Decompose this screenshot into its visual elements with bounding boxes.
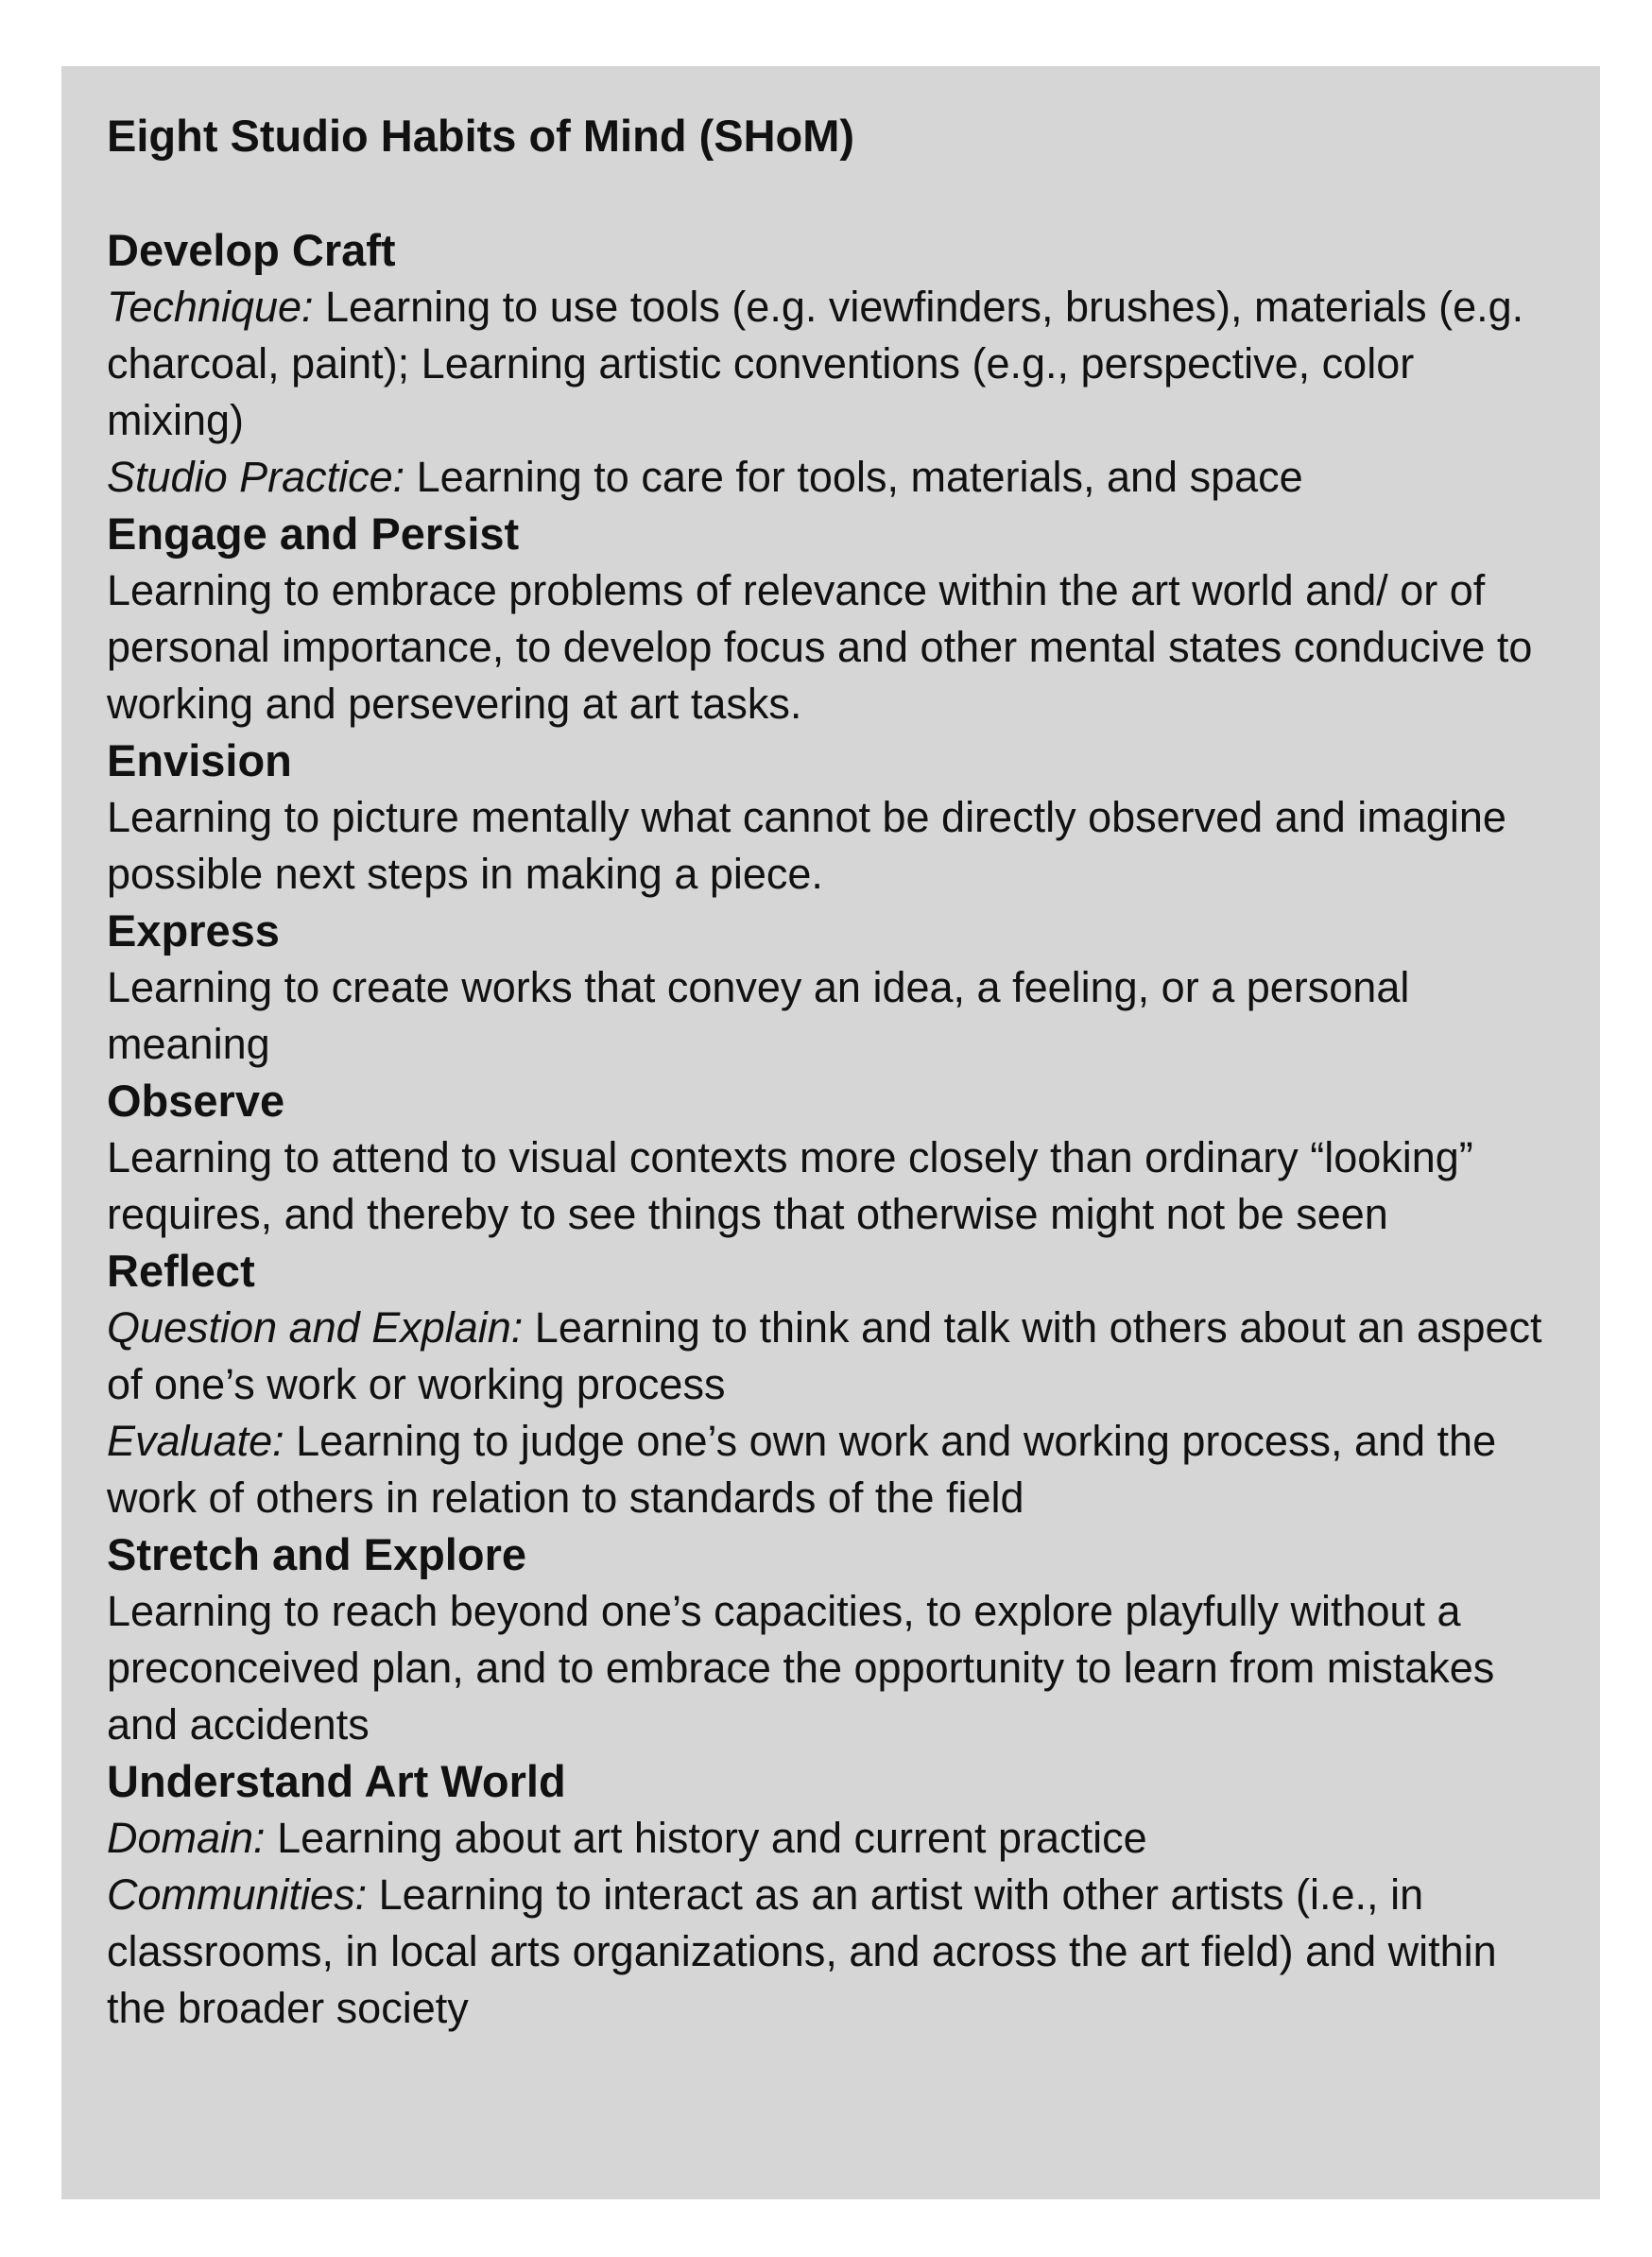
habit-description xyxy=(107,959,1555,1073)
habit-reflect xyxy=(107,1243,1555,1526)
habit-heading: Understand Art World xyxy=(107,1756,566,1806)
description-lead: Communities: xyxy=(107,1870,368,1919)
description-text: Learning to care for tools, materials, and space xyxy=(404,453,1303,501)
description-text: Learning to reach beyond one’s capacities, to explore playfully without a preconceived plan, and to embrace the opportunity to learn from mistakes and accidents xyxy=(107,1587,1495,1749)
habit-stretch-and-explore xyxy=(107,1526,1555,1753)
habit-description xyxy=(107,1129,1555,1243)
habit-heading: Observe xyxy=(107,1076,285,1126)
habit-description xyxy=(107,1810,1555,1867)
description-text: Learning to picture mentally what cannot be directly observed and imagine possible next steps in making a piece. xyxy=(107,793,1506,898)
description-text: Learning to attend to visual contexts more closely than ordinary “looking” requires, and thereby to see things that otherwise might not be seen xyxy=(107,1133,1473,1238)
habit-description xyxy=(107,562,1555,732)
habit-description xyxy=(107,1583,1555,1753)
habit-heading: Reflect xyxy=(107,1246,255,1296)
habit-express xyxy=(107,903,1555,1073)
habit-engage-and-persist xyxy=(107,506,1555,732)
description-lead: Technique: xyxy=(107,283,314,331)
document-title: Eight Studio Habits of Mind (SHoM) xyxy=(107,111,855,161)
habit-heading: Express xyxy=(107,905,280,956)
habit-develop-craft xyxy=(107,222,1555,506)
habit-heading: Develop Craft xyxy=(107,225,396,275)
description-text: Learning to think and talk with others about an aspect of one’s work or working process xyxy=(107,1303,1542,1408)
description-text: Learning about art history and current practice xyxy=(265,1814,1147,1862)
habit-heading: Stretch and Explore xyxy=(107,1529,526,1579)
description-lead: Domain: xyxy=(107,1814,266,1862)
description-text: Learning to interact as an artist with other artists (i.e., in classrooms, in local arts organizations, and across the art field) and within the broader society xyxy=(107,1870,1497,2032)
habit-heading: Envision xyxy=(107,735,292,785)
habit-observe xyxy=(107,1073,1555,1243)
description-text: Learning to use tools (e.g. viewfinders, brushes), materials (e.g. charcoal, paint); Learning artistic conventions (e.g., perspective, color mixing) xyxy=(107,283,1524,444)
habit-description xyxy=(107,789,1555,903)
habit-heading: Engage and Persist xyxy=(107,508,520,559)
habit-description xyxy=(107,449,1555,506)
habit-description xyxy=(107,1300,1555,1413)
habit-understand-art-world xyxy=(107,1753,1555,2037)
description-text: Learning to create works that convey an idea, a feeling, or a personal meaning xyxy=(107,963,1410,1068)
description-lead: Evaluate: xyxy=(107,1417,284,1465)
habit-description xyxy=(107,1413,1555,1526)
habit-description xyxy=(107,279,1555,449)
description-lead: Question and Explain: xyxy=(107,1303,524,1352)
title-spacer xyxy=(107,164,1555,222)
habit-description xyxy=(107,1867,1555,2037)
description-text: Learning to judge one’s own work and working process, and the work of others in relation to standards of the field xyxy=(107,1417,1497,1522)
habit-envision xyxy=(107,732,1555,903)
description-lead: Studio Practice: xyxy=(107,453,405,501)
description-text: Learning to embrace problems of relevance within the art world and/ or of personal importance, to develop focus and other mental states conducive to working and persevering at art tasks. xyxy=(107,566,1533,728)
habits-panel xyxy=(61,66,1600,2199)
